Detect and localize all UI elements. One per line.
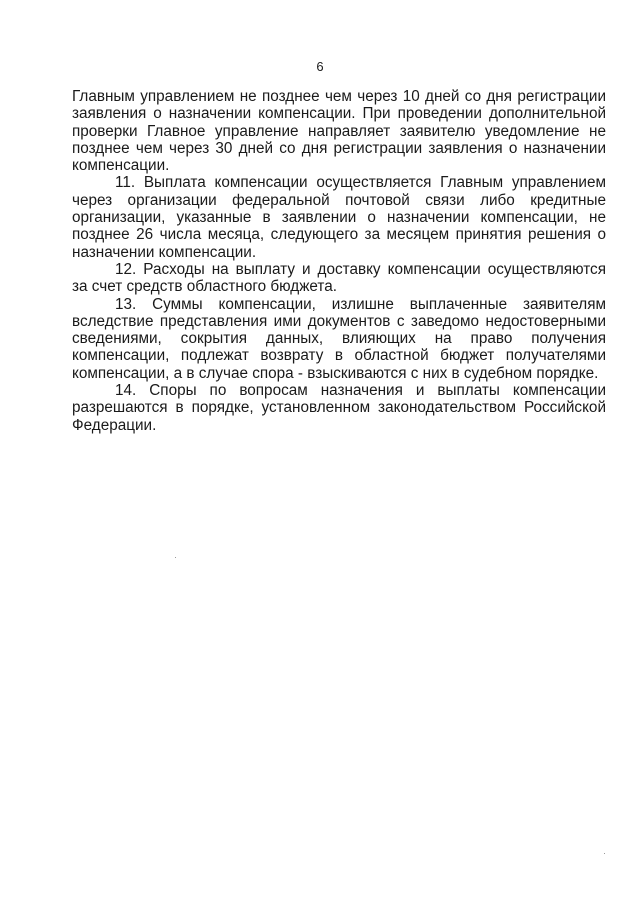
paragraph-continuation: Главным управлением не позднее чем через 10 дней со дня регистрации заявления о назначении компенсации. При проведении дополнительной проверки Главное управление направляет заявителю уведомление не позднее чем через 30 дней со дня регистрации заявления о назначении компенсации.	[72, 88, 606, 175]
paragraph-13: 13. Суммы компенсации, излишне выплаченные заявителям вследствие представления ими документов с заведомо недостоверными сведениями, сокрытия данных, влияющих на право получения компенсации, подлежат возврату в областной бюджет получателями компенсации, а в случае спора - взыскиваются с них в судебном порядке.	[72, 295, 606, 382]
page-number: 6	[316, 59, 324, 74]
paragraph-12: 12. Расходы на выплату и доставку компенсации осуществляются за счет средств областного бюджета.	[72, 260, 606, 296]
scan-speck	[604, 853, 605, 854]
paragraph-11: 11. Выплата компенсации осуществляется Главным управлением через организации федеральной почтовой связи либо кредитные организации, указанные в заявлении о назначении компенсации, не позднее 26 числа месяца, следующего за месяцем принятия решения о назначении компенсации.	[72, 174, 606, 261]
paragraph-14: 14. Споры по вопросам назначения и выплаты компенсации разрешаются в порядке, установленном законодательством Российской Федерации.	[72, 382, 606, 434]
document-body	[72, 88, 606, 434]
scan-speck	[175, 557, 176, 558]
